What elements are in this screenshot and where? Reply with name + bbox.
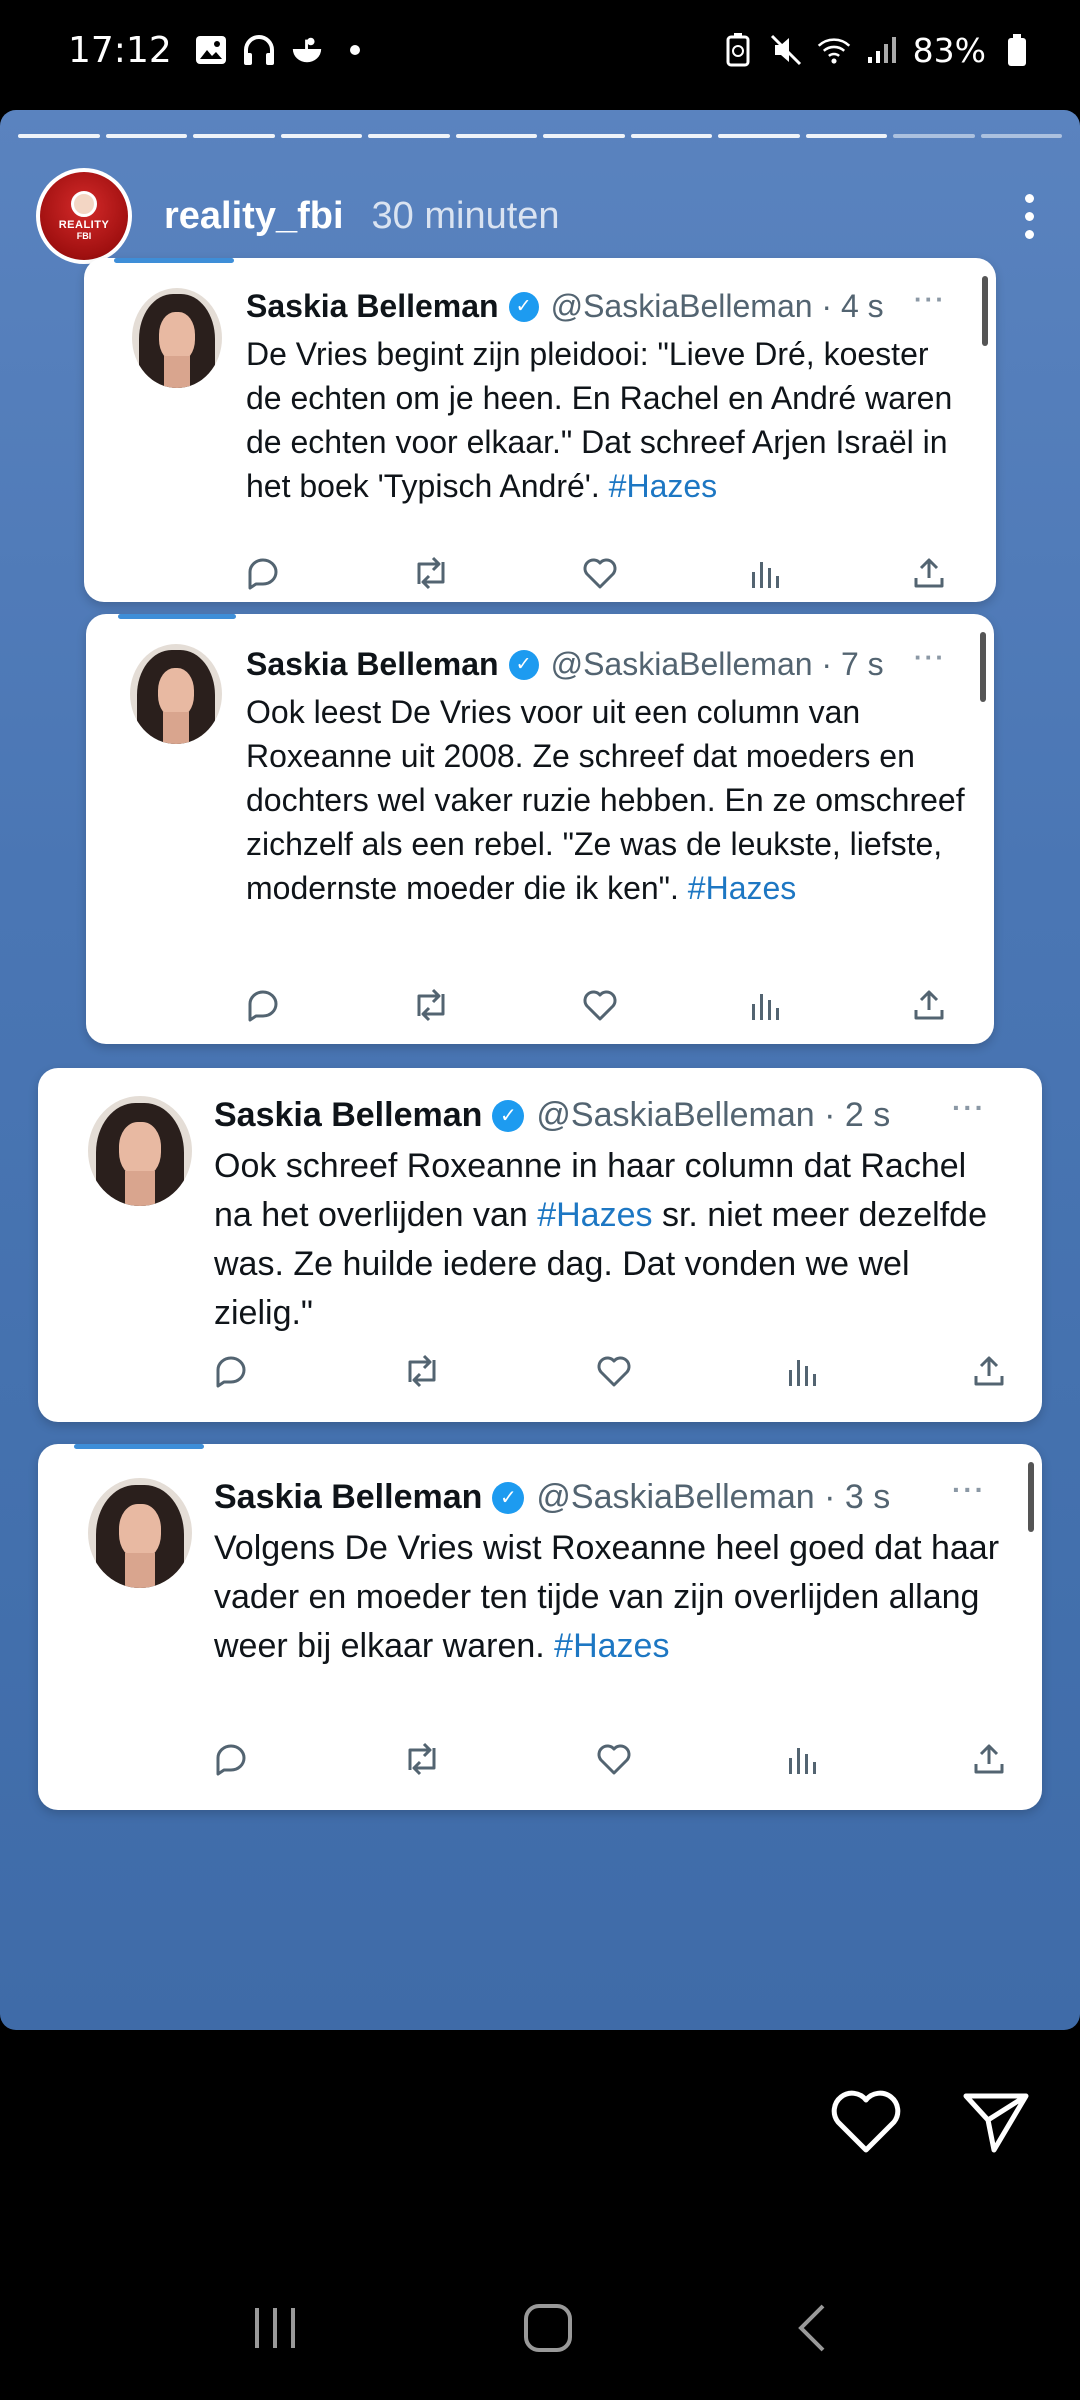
tweet-author-name[interactable]: Saskia Belleman (246, 288, 499, 324)
wifi-icon (817, 33, 851, 67)
avatar-logo-text: REALITY (58, 219, 110, 231)
hashtag-link[interactable]: #Hazes (554, 1627, 670, 1665)
verified-badge-icon: ✓ (509, 292, 539, 322)
retweet-icon[interactable] (402, 1742, 442, 1776)
signal-icon (865, 33, 899, 67)
tweet-actions (214, 1354, 1006, 1388)
story-header (36, 166, 1040, 266)
heart-icon[interactable] (830, 2090, 902, 2159)
tweet-text (246, 332, 966, 508)
dot-icon (338, 33, 372, 67)
story-progress-bar (18, 134, 1062, 138)
back-icon[interactable] (795, 2302, 829, 2359)
status-time: 17:12 (68, 29, 172, 71)
story-username[interactable]: reality_fbi (164, 194, 344, 237)
system-nav-bar (0, 2260, 1080, 2400)
views-icon[interactable] (786, 1742, 818, 1776)
tweet-author-name[interactable]: Saskia Belleman (246, 646, 499, 682)
avatar-logo-subtext: FBI (76, 231, 92, 241)
story-timestamp: 30 minuten (371, 194, 560, 237)
tweet-handle[interactable]: @SaskiaBelleman · 3 s (536, 1478, 891, 1516)
tweet-handle[interactable]: @SaskiaBelleman · 7 s (550, 646, 884, 682)
tweet-actions (246, 988, 946, 1022)
hashtag-link[interactable]: #Hazes (687, 870, 797, 906)
tweet-avatar[interactable] (88, 1096, 192, 1206)
tweet-avatar[interactable] (88, 1478, 192, 1588)
tweet-more-icon[interactable]: ··· (952, 1092, 986, 1123)
verified-badge-icon: ✓ (509, 650, 539, 680)
tweet-author-name[interactable]: Saskia Belleman (214, 1478, 483, 1516)
tweet-body: De Vries begint zijn pleidooi: "Lieve Dré, koester de echten om je heen. En Rachel en André waren de echten voor elkaar." Dat schreef Arjen Israël in het boek 'Typisch André'. (246, 336, 953, 504)
verified-badge-icon: ✓ (492, 1100, 524, 1132)
tweet-actions (246, 556, 946, 590)
tweet-text (246, 690, 966, 910)
views-icon[interactable] (786, 1354, 818, 1388)
like-icon[interactable] (582, 988, 618, 1022)
battery-saver-icon (721, 33, 755, 67)
tweet-card (38, 1068, 1042, 1422)
hashtag-link[interactable]: #Hazes (537, 1196, 653, 1234)
battery-icon (1000, 33, 1034, 67)
retweet-icon[interactable] (402, 1354, 442, 1388)
tweet-body: Volgens De Vries wist Roxeanne heel goed dat haar vader en moeder ten tijde van zijn overlijden allang weer bij elkaar waren. (214, 1529, 1000, 1665)
tweet-avatar[interactable] (132, 288, 222, 388)
more-options-icon[interactable] (1019, 194, 1040, 239)
tweet-handle[interactable]: @SaskiaBelleman · 2 s (536, 1096, 891, 1134)
reply-icon[interactable] (246, 556, 280, 590)
tweet-more-icon[interactable]: ··· (952, 1474, 986, 1505)
share-icon[interactable] (912, 988, 946, 1022)
share-icon[interactable] (972, 1742, 1006, 1776)
gallery-icon (194, 33, 228, 67)
send-icon[interactable] (962, 2090, 1030, 2159)
reply-icon[interactable] (214, 1354, 248, 1388)
views-icon[interactable] (749, 556, 781, 590)
hashtag-link[interactable]: #Hazes (608, 468, 718, 504)
tweet-body-continued: sr. niet meer dezelfde was. Ze huilde iedere dag. Dat vonden we wel zielig." (214, 1196, 988, 1332)
tweet-handle[interactable]: @SaskiaBelleman · 4 s (550, 288, 884, 324)
retweet-icon[interactable] (411, 988, 451, 1022)
verified-badge-icon: ✓ (492, 1482, 524, 1514)
tweet-card (38, 1444, 1042, 1810)
tweet-card (86, 614, 994, 1044)
notification-icon (290, 33, 324, 67)
avatar[interactable] (36, 168, 132, 264)
story-view[interactable] (0, 110, 1080, 2030)
mute-icon (769, 33, 803, 67)
tweet-card (84, 258, 996, 602)
story-actions (830, 2090, 1030, 2159)
tweet-body: Ook schreef Roxeanne in haar column dat Rachel na het overlijden van (214, 1147, 967, 1234)
share-icon[interactable] (972, 1354, 1006, 1388)
headphones-icon (242, 33, 276, 67)
share-icon[interactable] (912, 556, 946, 590)
recent-apps-icon[interactable] (251, 2304, 301, 2357)
tweet-avatar[interactable] (130, 644, 222, 744)
tweet-actions (214, 1742, 1006, 1776)
like-icon[interactable] (582, 556, 618, 590)
tweet-body: Ook leest De Vries voor uit een column van Roxeanne uit 2008. Ze schreef dat moeders en dochters wel vaker ruzie hebben. En ze omschreef zichzelf als een rebel. "Ze was de leukste, liefste, modernste moeder die ik ken". (246, 694, 965, 906)
like-icon[interactable] (596, 1742, 632, 1776)
retweet-icon[interactable] (411, 556, 451, 590)
views-icon[interactable] (749, 988, 781, 1022)
reply-icon[interactable] (246, 988, 280, 1022)
tweet-author-name[interactable]: Saskia Belleman (214, 1096, 483, 1134)
tweet-more-icon[interactable]: ··· (914, 642, 946, 672)
status-bar (0, 0, 1080, 100)
reply-icon[interactable] (214, 1742, 248, 1776)
tweet-text (214, 1524, 1014, 1671)
like-icon[interactable] (596, 1354, 632, 1388)
tweet-text (214, 1142, 1004, 1338)
battery-percentage: 83% (912, 30, 986, 70)
tweet-more-icon[interactable]: ··· (914, 284, 946, 314)
home-icon[interactable] (522, 2302, 574, 2359)
